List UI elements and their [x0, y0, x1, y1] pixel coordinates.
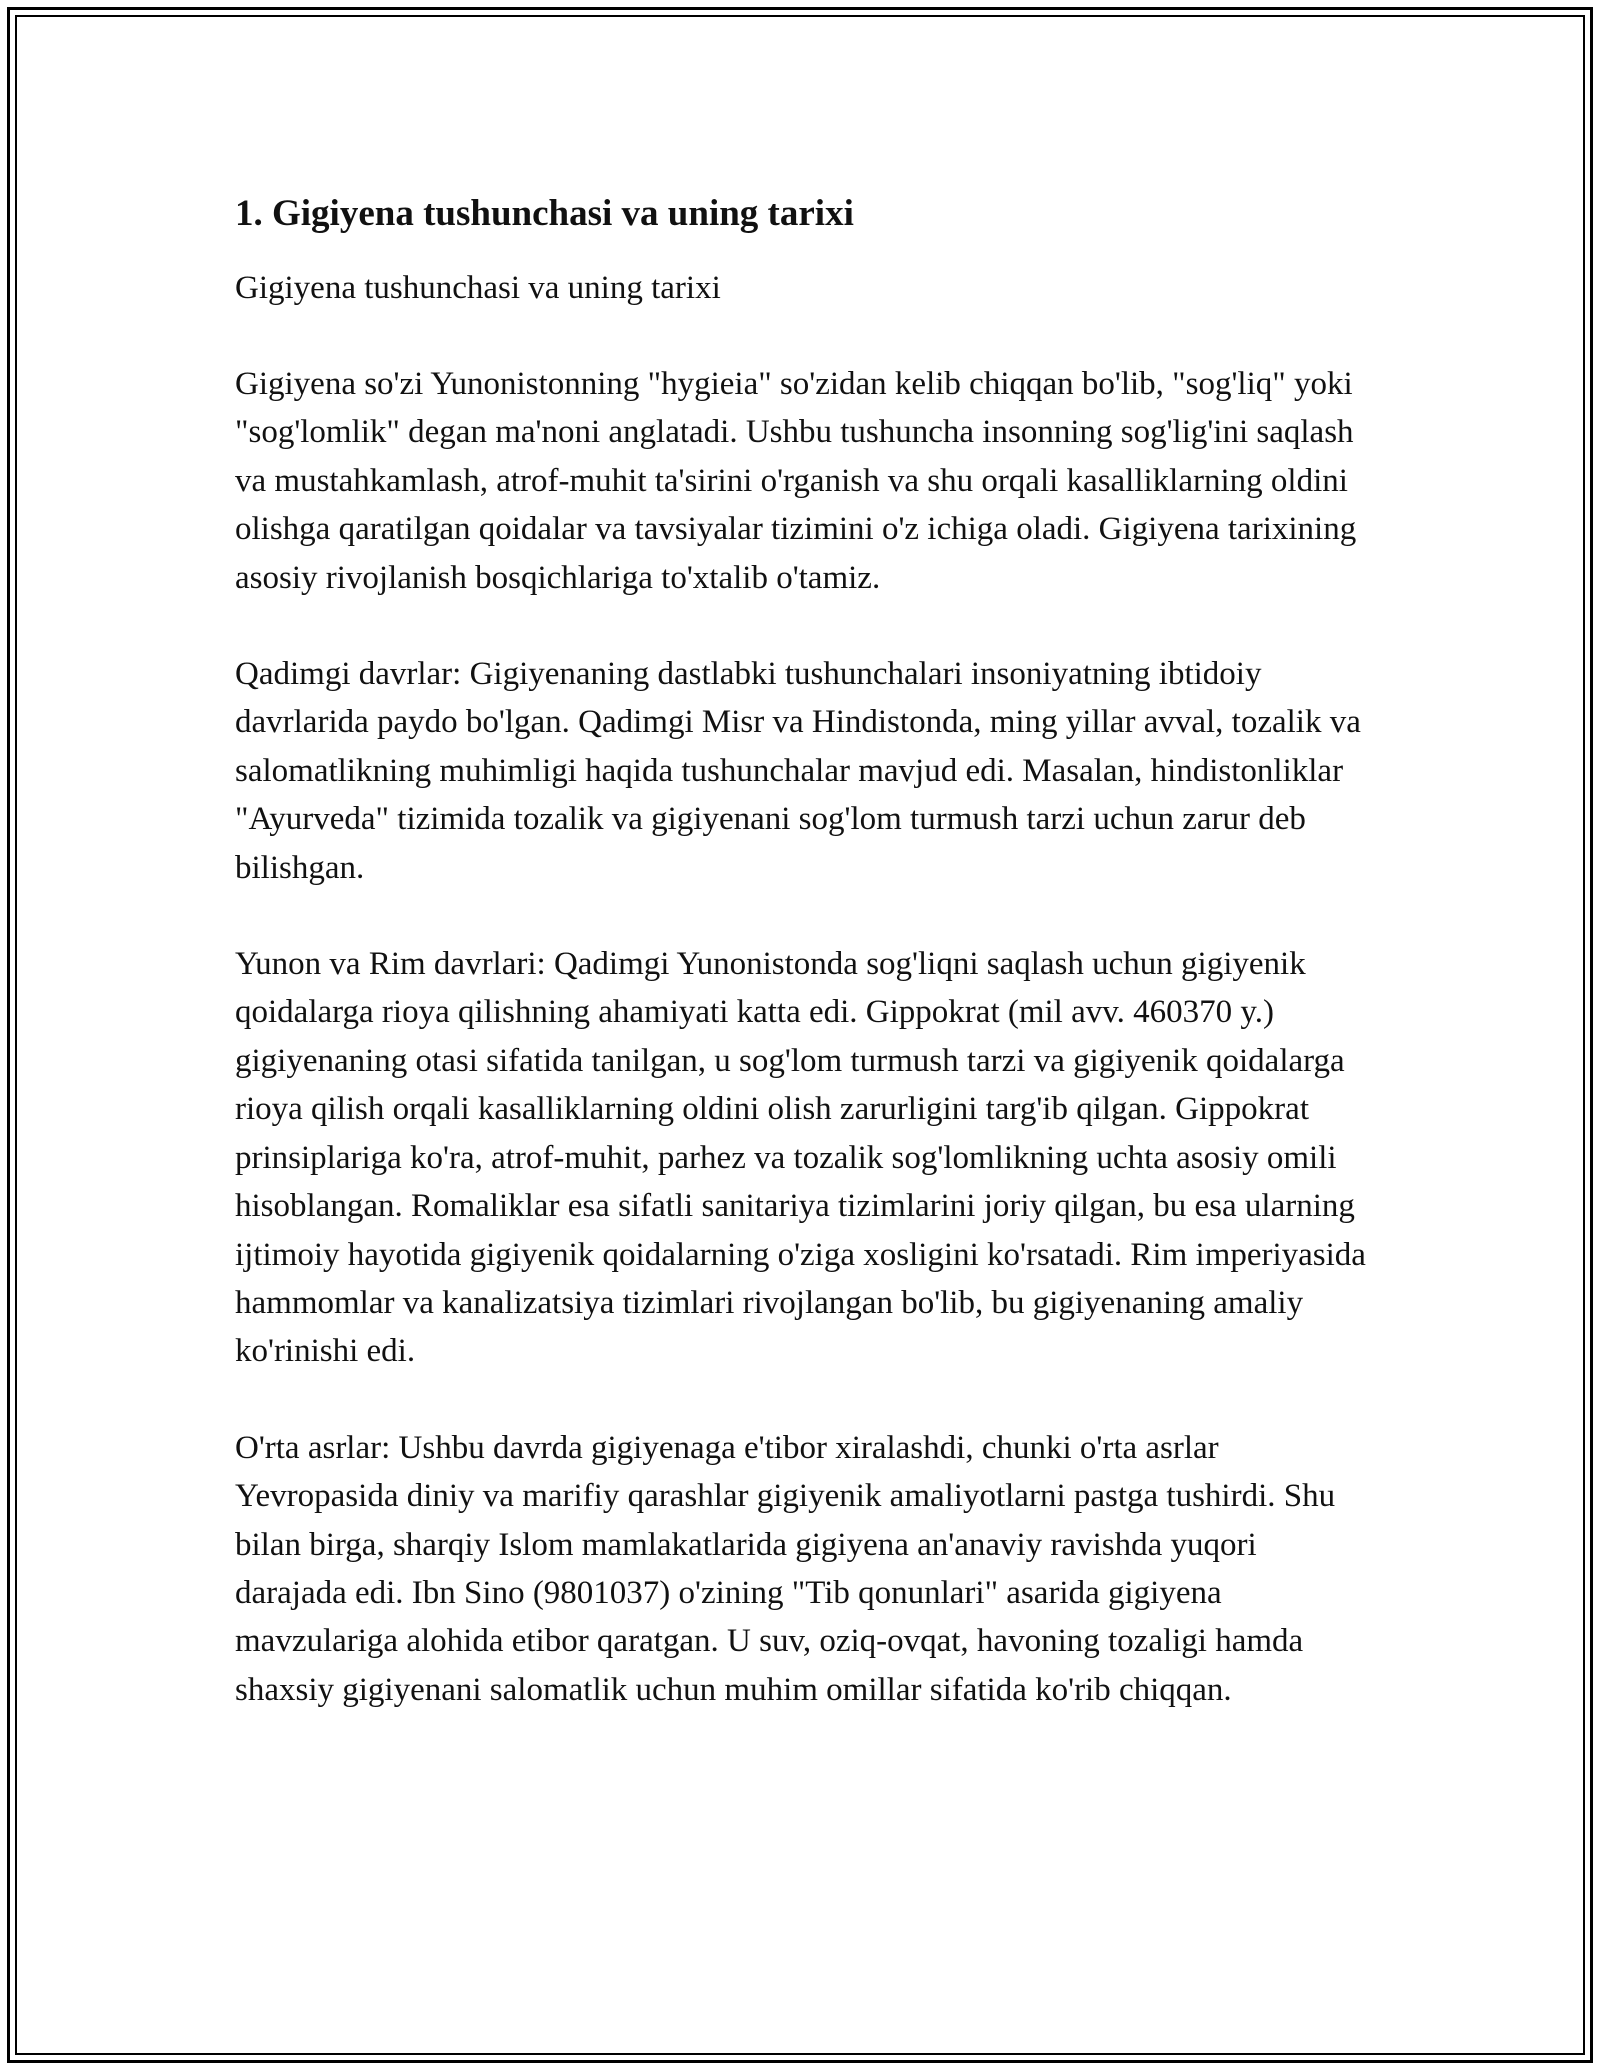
paragraph-greek-roman: Yunon va Rim davrlari: Qadimgi Yunonistonda sog'liqni saqlash uchun gigiyenik qoidalarga rioya qilishning ahamiyati katta edi. Gippokrat (mil avv. 460370 y.) gigiyenaning otasi sifatida tanilgan, u sog'lom turmush tarzi va gigiyenik qoidalarga rioya qilish orqali kasalliklarning oldini olish zarurligini targ'ib qilgan. Gippokrat prinsiplariga ko'ra, atrof-muhit, parhez va tozalik sog'lomlikning uchta asosiy omili hisoblangan. Romaliklar esa sifatli sanitariya tizimlarini joriy qilgan, bu esa ularning ijtimoiy hayotida gigiyenik qoidalarning o'ziga xosligini ko'rsatadi. Rim imperiyasida hammomlar va kanalizatsiya tizimlari rivojlangan bo'lib, bu gigiyenaning amaliy ko'rinishi edi. — [235, 946, 1366, 1370]
paragraph-intro: Gigiyena so'zi Yunonistonning "hygieia" so'zidan kelib chiqqan bo'lib, "sog'liq" yoki "sog'lomlik" degan ma'noni anglatadi. Ushbu tushuncha insonning sog'lig'ini saqlash va mustahkamlash, atrof-muhit ta'sirini o'rganish va shu orqali kasalliklarning oldini olishga qaratilgan qoidalar va tavsiyalar tizimini o'z ichiga oladi. Gigiyena tarixining asosiy rivojlanish bosqichlariga to'xtalib o'tamiz. — [235, 366, 1357, 596]
section-heading: 1. Gigiyena tushunchasi va uning tarixi — [235, 193, 854, 234]
paragraph-ancient-times: Qadimgi davrlar: Gigiyenaning dastlabki tushunchalari insoniyatning ibtidoiy davrlarida paydo bo'lgan. Qadimgi Misr va Hindistonda, ming yillar avval, tozalik va salomatlikning muhimligi haqida tushunchalar mavjud edi. Masalan, hindistonliklar "Ayurveda" tizimida tozalik va gigiyenani sog'lom turmush tarzi uchun zarur deb bilishgan. — [235, 656, 1361, 886]
document-body — [235, 190, 1370, 1762]
paragraph-middle-ages: O'rta asrlar: Ushbu davrda gigiyenaga e'tibor xiralashdi, chunki o'rta asrlar Yevropasida diniy va marifiy qarashlar gigiyenik amaliyotlarni pastga tushirdi. Shu bilan birga, sharqiy Islom mamlakatlarida gigiyena an'anaviy ravishda yuqori darajada edi. Ibn Sino (9801037) o'zining "Tib qonunlari" asarida gigiyena mavzulariga alohida etibor qaratgan. U suv, oziq-ovqat, havoning tozaligi hamda shaxsiy gigiyenani salomatlik uchun muhim omillar sifatida ko'rib chiqqan. — [235, 1429, 1336, 1708]
section-subtitle: Gigiyena tushunchasi va uning tarixi — [235, 270, 721, 306]
